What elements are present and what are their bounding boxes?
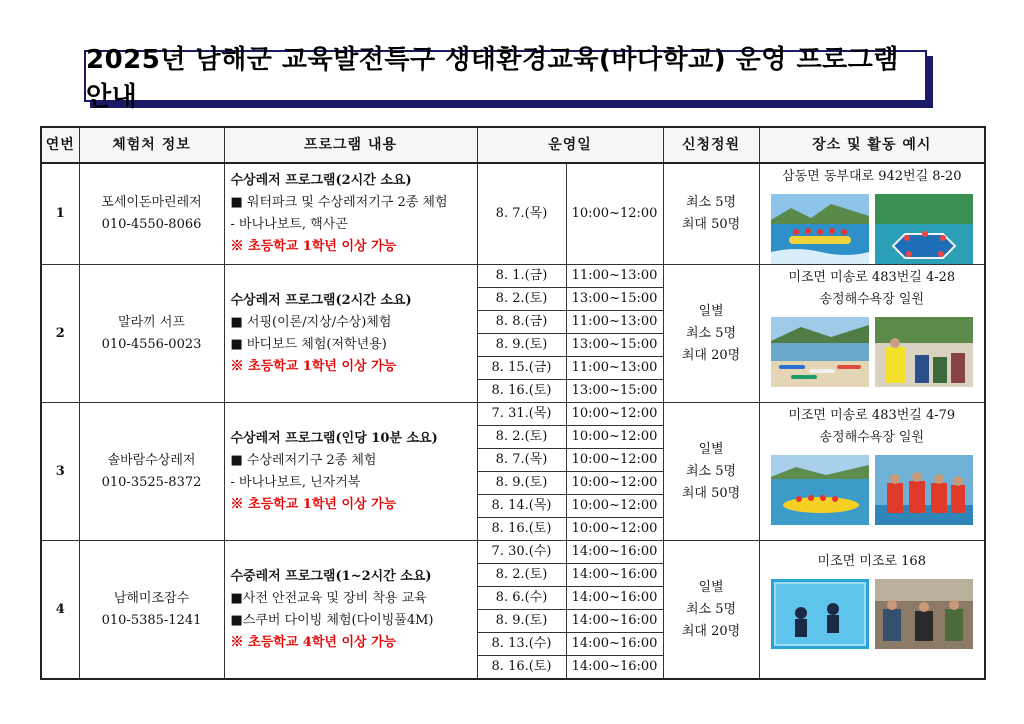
capacity-line: 일별	[698, 441, 724, 457]
capacity	[663, 541, 759, 680]
program-content	[224, 541, 477, 680]
place-info	[79, 163, 224, 265]
row-no: 3	[41, 403, 79, 541]
activity-photo-surf-class	[875, 317, 973, 387]
place-phone: 010-3525-8372	[101, 474, 202, 490]
schedule-date: 8. 2.(토)	[477, 426, 566, 449]
schedule-time: 10:00~12:00	[566, 403, 663, 426]
activity-photos	[760, 579, 985, 649]
capacity-line: 최소 5명	[685, 601, 737, 617]
program-line: ■스쿠버 다이빙 체험(다이빙풀4M)	[230, 612, 434, 628]
row-no: 2	[41, 265, 79, 403]
capacity-line: 일별	[698, 579, 724, 595]
schedule-date: 8. 16.(토)	[477, 380, 566, 403]
program-line: ■ 워터파크 및 수상레저기구 2종 체험	[230, 195, 448, 210]
program-content	[224, 265, 477, 403]
location-cell	[759, 163, 985, 265]
location-line: 미조면 미송로 483번길 4-28	[788, 270, 956, 285]
place-phone: 010-4556-0023	[101, 336, 202, 352]
location-cell	[759, 265, 985, 403]
schedule-date: 8. 9.(토)	[477, 472, 566, 495]
place-name: 솔바람수상레저	[107, 452, 196, 468]
schedule-time: 10:00~12:00	[566, 163, 663, 265]
header-capacity: 신청정원	[663, 127, 759, 163]
place-phone: 010-5385-1241	[101, 612, 202, 628]
capacity-line: 최대 20명	[681, 347, 741, 363]
schedule-time: 13:00~15:00	[566, 334, 663, 357]
schedule-date: 8. 14.(목)	[477, 495, 566, 518]
schedule-time: 10:00~12:00	[566, 449, 663, 472]
table-row	[41, 163, 985, 265]
capacity-line: 최소 5명	[685, 325, 737, 341]
capacity-line: 최소 5명	[685, 195, 737, 210]
place-name: 말라끼 서프	[118, 314, 185, 330]
program-note: ※ 초등학교 1학년 이상 가능	[230, 496, 397, 512]
schedule-time: 14:00~16:00	[566, 541, 663, 564]
schedule-time: 14:00~16:00	[566, 564, 663, 587]
schedule-time: 14:00~16:00	[566, 610, 663, 633]
program-note: ※ 초등학교 4학년 이상 가능	[230, 634, 397, 650]
page-title	[84, 45, 927, 112]
activity-photo-hexagon	[875, 194, 973, 264]
program-content	[224, 403, 477, 541]
place-info	[79, 541, 224, 680]
header-place: 체험처 정보	[79, 127, 224, 163]
table-row	[41, 265, 985, 288]
table-row	[41, 541, 985, 564]
row-no: 1	[41, 163, 79, 265]
location-cell	[759, 541, 985, 680]
schedule-time: 13:00~15:00	[566, 288, 663, 311]
program-title: 수상레저 프로그램(2시간 소요)	[230, 292, 412, 308]
program-note: ※ 초등학교 1학년 이상 가능	[230, 239, 397, 254]
place-name: 남해미조잠수	[113, 590, 190, 606]
schedule-time: 14:00~16:00	[566, 656, 663, 680]
program-line: ■사전 안전교육 및 장비 착용 교육	[230, 590, 427, 606]
schedule-date: 7. 30.(수)	[477, 541, 566, 564]
schedule-time: 10:00~12:00	[566, 495, 663, 518]
schedule-time: 11:00~13:00	[566, 311, 663, 334]
place-name: 포세이돈마린레저	[101, 195, 202, 210]
program-line: - 바나나보트, 닌자거북	[230, 474, 361, 490]
program-title: 수중레저 프로그램(1~2시간 소요)	[230, 568, 432, 584]
table-row	[41, 403, 985, 426]
schedule-time: 11:00~13:00	[566, 357, 663, 380]
capacity	[663, 163, 759, 265]
capacity-line: 최대 20명	[681, 623, 741, 639]
program-content	[224, 163, 477, 265]
activity-photo-diving-education	[875, 579, 973, 649]
schedule-date: 8. 15.(금)	[477, 357, 566, 380]
schedule-date: 8. 1.(금)	[477, 265, 566, 288]
location-line: 송정해수욕장 일원	[819, 292, 925, 307]
program-title: 수상레저 프로그램(2시간 소요)	[230, 173, 412, 188]
program-table	[40, 126, 986, 680]
schedule-date: 8. 9.(토)	[477, 610, 566, 633]
capacity	[663, 265, 759, 403]
location-line: 미조면 미조로 168	[817, 554, 926, 569]
header-program: 프로그램 내용	[224, 127, 477, 163]
location-cell	[759, 403, 985, 541]
schedule-date: 8. 16.(토)	[477, 656, 566, 680]
program-line: - 바나나보트, 핵사곤	[230, 217, 348, 232]
program-line: ■ 서핑(이론/지상/수상)체험	[230, 314, 392, 330]
location-line: 미조면 미송로 483번길 4-79	[788, 408, 956, 423]
place-info	[79, 403, 224, 541]
header-location: 장소 및 활동 예시	[759, 127, 985, 163]
schedule-date: 8. 9.(토)	[477, 334, 566, 357]
schedule-date: 8. 2.(토)	[477, 564, 566, 587]
program-line: ■ 수상레저기구 2종 체험	[230, 452, 377, 468]
capacity-line: 최소 5명	[685, 463, 737, 479]
schedule-time: 13:00~15:00	[566, 380, 663, 403]
page-title-text: 2025년 남해군 교육발전특구 생태환경교육(바다학교) 운영 프로그램 안내	[86, 45, 899, 112]
capacity-line: 일별	[698, 303, 724, 319]
capacity-line: 최대 50명	[681, 217, 741, 232]
schedule-time: 10:00~12:00	[566, 472, 663, 495]
program-line: ■ 바디보드 체험(저학년용)	[230, 336, 387, 352]
program-note: ※ 초등학교 1학년 이상 가능	[230, 358, 397, 374]
schedule-time: 11:00~13:00	[566, 265, 663, 288]
schedule-date: 8. 8.(금)	[477, 311, 566, 334]
row-no: 4	[41, 541, 79, 680]
schedule-time: 10:00~12:00	[566, 426, 663, 449]
activity-photos	[760, 194, 985, 264]
schedule-date: 8. 7.(목)	[477, 449, 566, 472]
activity-photos	[760, 317, 985, 387]
activity-photo-surf-beach	[771, 317, 869, 387]
schedule-time: 10:00~12:00	[566, 518, 663, 541]
header-no: 연번	[41, 127, 79, 163]
schedule-date: 8. 13.(수)	[477, 633, 566, 656]
schedule-date: 8. 7.(목)	[477, 163, 566, 265]
activity-photo-life-vests	[875, 455, 973, 525]
activity-photos	[760, 455, 985, 525]
location-line: 송정해수욕장 일원	[819, 430, 925, 445]
capacity	[663, 403, 759, 541]
program-title: 수상레저 프로그램(인당 10분 소요)	[230, 430, 438, 446]
schedule-date: 8. 2.(토)	[477, 288, 566, 311]
header-schedule: 운영일	[477, 127, 663, 163]
activity-photo-banana-boat	[771, 194, 869, 264]
schedule-time: 14:00~16:00	[566, 633, 663, 656]
schedule-date: 8. 6.(수)	[477, 587, 566, 610]
place-info	[79, 265, 224, 403]
location-line: 삼동면 동부대로 942번길 8-20	[782, 169, 962, 184]
table-header-row	[41, 127, 985, 163]
activity-photo-diving-pool	[771, 579, 869, 649]
place-phone: 010-4550-8066	[101, 217, 202, 232]
schedule-time: 14:00~16:00	[566, 587, 663, 610]
activity-photo-banana-ride	[771, 455, 869, 525]
schedule-date: 7. 31.(목)	[477, 403, 566, 426]
capacity-line: 최대 50명	[681, 485, 741, 501]
schedule-date: 8. 16.(토)	[477, 518, 566, 541]
